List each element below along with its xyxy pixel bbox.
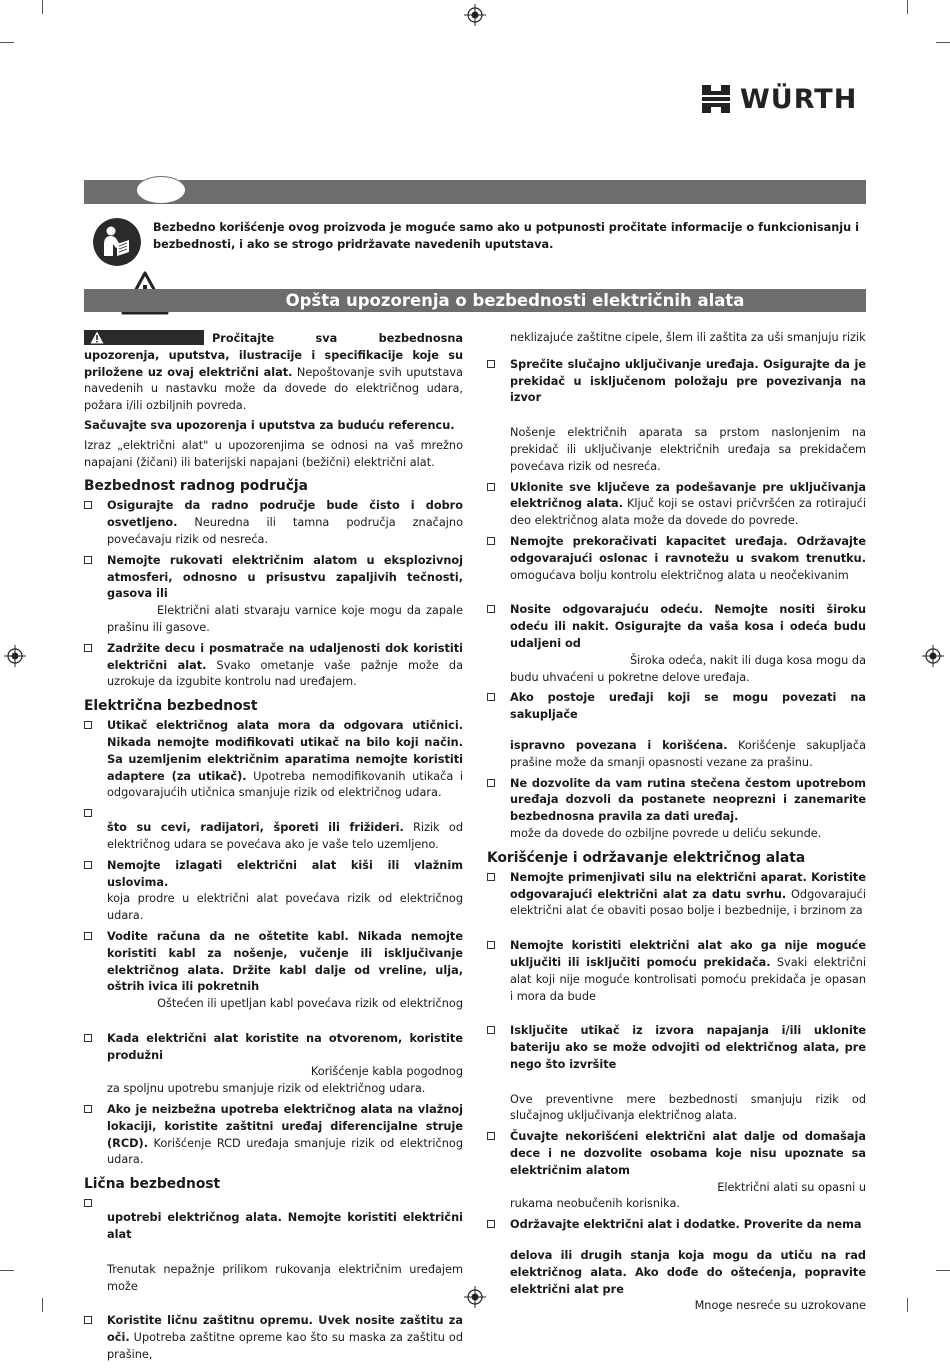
checkbox-bullet-icon xyxy=(487,483,495,491)
list-item xyxy=(84,1313,463,1363)
item-text: Rizik od električnog udara se povećava ako je vaše telo uzemljeno. xyxy=(107,821,463,851)
item-text: budu uhvaćeni u pokretne delove uređaja. xyxy=(510,670,750,684)
item-text: Široka odeća, nakit ili duga kosa mogu da xyxy=(629,653,866,667)
save-note: Sačuvajte sva upozorenja i uputstva za buduću referencu. xyxy=(84,418,455,432)
registration-mark-icon xyxy=(464,4,486,26)
language-badge xyxy=(136,176,186,204)
checkbox-bullet-icon xyxy=(487,537,495,545)
checkbox-bullet-icon xyxy=(487,605,495,613)
list-item xyxy=(487,1217,866,1315)
checkbox-bullet-icon xyxy=(84,1105,92,1113)
item-text: Korišćenje sakupljača prašine može da smanji opasnosti vezane za prašinu. xyxy=(510,738,866,769)
crop-mark xyxy=(936,1270,950,1271)
list-item xyxy=(84,929,463,1027)
wurth-logo xyxy=(700,82,866,116)
item-text: Oštećen ili upetljan kabl povećava rizik od električnog xyxy=(157,997,463,1011)
item-bold: Kada električni alat koristite na otvorenom, koristite produžni xyxy=(107,1031,463,1062)
item-text: Ključ koji se ostavi pričvršćen za rotirajući deo električnog alata može da dovede do povrede. xyxy=(510,497,866,528)
registration-mark-icon xyxy=(4,645,26,667)
read-manual-icon xyxy=(93,218,141,266)
list-item xyxy=(84,641,463,691)
item-text: koja prodre u električni alat povećava rizik od električnog udara. xyxy=(107,892,463,923)
item-bold: Ako je neizbežna upotreba električnog alata na vlažnoj lokaciji, koristite zaštitni uređaj diferencijalne struje (RCD). xyxy=(107,1103,463,1150)
heading-electrical: Električna bezbednost xyxy=(84,698,258,715)
list-item xyxy=(84,1196,463,1309)
crop-mark xyxy=(42,0,43,14)
warning-text: Nepoštovanje svih uputstava navedenih u nastavku može da dovede do električnog udara, požara i/ili ozbiljnih povreda. xyxy=(84,365,463,413)
checkbox-bullet-icon xyxy=(84,1199,92,1207)
heading-personal: Lična bezbednost xyxy=(84,1176,221,1193)
item-bold: Nemojte rukovati električnim alatom u eksplozivnoj atmosferi, odnosno u prisustvu zapaljivih tečnosti, gasova ili xyxy=(107,553,463,601)
list-item xyxy=(487,776,866,843)
checkbox-bullet-icon xyxy=(487,1220,495,1228)
item-bold: Nemojte primenjivati silu na električni aparat. Koristite odgovarajući električni alat za datu svrhu. xyxy=(510,870,866,901)
section-title: Opšta upozorenja o bezbednosti električnih alata xyxy=(285,291,745,310)
list-item xyxy=(84,553,463,637)
checkbox-bullet-icon xyxy=(487,1132,495,1140)
crop-mark xyxy=(0,42,14,43)
item-bold: Osigurajte da radno područje bude čisto i dobro osvetljeno. xyxy=(107,499,463,530)
item-bold: Nemojte izlagati električni alat kiši ili vlažnim uslovima. xyxy=(107,858,463,889)
warning-paragraph xyxy=(84,330,463,415)
list-item xyxy=(84,498,463,548)
item-text: Električni alati su opasni u xyxy=(717,1180,866,1194)
item-text: Nošenje električnih aparata sa prstom naslonjenim na prekidač ili uključivanje električnih uređaja sa prekidačem povećava rizik od nesreća. xyxy=(510,426,866,473)
checkbox-bullet-icon xyxy=(84,861,92,869)
item-text: Neuredna ili tamna područja značajno povećavaju rizik od nesreća. xyxy=(107,516,463,546)
checkbox-bullet-icon xyxy=(84,1316,92,1324)
list-item xyxy=(84,718,463,802)
continued-text: neklizajuće zaštitne cipele, šlem ili zaštita za uši smanjuju rizik xyxy=(510,331,866,344)
item-bold: Utikač električnog alata mora da odgovara utičnici. Nikada nemojte modifikovati utikač na bilo koji način. Sa uzemljenim električnim aparatima nemojte koristiti adaptere (za utikač). xyxy=(107,719,463,783)
item-text: omogućava bolju kontrolu električnog alata u neočekivanim xyxy=(510,568,849,582)
crop-mark xyxy=(0,1270,14,1271)
right-column xyxy=(487,330,866,1319)
warning-small-icon xyxy=(90,331,104,344)
language-bar xyxy=(84,180,866,204)
list-item xyxy=(487,1129,866,1213)
list-item xyxy=(487,1023,866,1125)
item-text: Upotreba nemodifikovanih utikača i odgovarajućih utičnica smanjuje rizik od električnog udara. xyxy=(107,769,464,800)
list-item xyxy=(487,938,866,1019)
logo-text: WÜRTH xyxy=(740,83,858,115)
term-note: Izraz „električni alat" u upozorenjima se odnosi na vaš mrežno napajani (žičani) ili baterijski napajani (bežični) električni alat. xyxy=(84,438,463,469)
list-item xyxy=(84,806,463,854)
intro-text: Bezbedno korišćenje ovog proizvoda je moguće samo ako u potpunosti pročitate informacije o funkcionisanju i bezbednosti, i ako se strogo pridržavate navedenih uputstava. xyxy=(153,221,859,251)
item-bold: Vodite računa da ne oštetite kabl. Nikada nemojte koristiti kabl za nošenje, vučenje ili isključivanje električnog alata. Držite kabl dalje od vreline, ulja, oštrih ivica ili pokretnih xyxy=(107,929,463,994)
list-item xyxy=(487,534,866,598)
item-text: Svaki električni alat koji nije moguće kontrolisati pomoću prekidača je opasan i mora da bude xyxy=(510,955,866,1003)
checkbox-bullet-icon xyxy=(487,693,495,701)
list-item xyxy=(487,690,866,771)
heading-use-maintenance: Korišćenje i održavanje električnog alata xyxy=(487,849,806,866)
item-bold: Koristite ličnu zaštitnu opremu. Uvek nosite zaštitu za oči. xyxy=(107,1314,463,1345)
item-text: Korišćenje kabla pogodnog xyxy=(310,1065,463,1079)
item-bold: upotrebi električnog alata. Nemojte koristiti električni alat xyxy=(107,1211,463,1242)
checkbox-bullet-icon xyxy=(487,873,495,881)
checkbox-bullet-icon xyxy=(84,809,92,817)
item-bold: Nemojte prekoračivati kapacitet uređaja. Održavajte odgovarajući oslonac i ravnotežu u svakom trenutku. xyxy=(510,534,866,565)
list-item xyxy=(487,870,866,934)
checkbox-bullet-icon xyxy=(84,1034,92,1042)
item-bold: Ne dozvolite da vam rutina stečena čestom upotrebom uređaja dozvoli da postanete neoprezni i zanemarite bezbednosna pravila za dati uređaj. xyxy=(510,776,866,824)
list-item xyxy=(487,357,866,476)
item-bold: Održavajte električni alat i dodatke. Proverite da nema xyxy=(510,1218,862,1232)
checkbox-bullet-icon xyxy=(84,644,92,652)
checkbox-bullet-icon xyxy=(84,721,92,729)
item-text: Korišćenje RCD uređaja smanjuje rizik od električnog udara. xyxy=(107,1136,463,1167)
checkbox-bullet-icon xyxy=(487,941,495,949)
item-text: Odgovarajući električni alat će obaviti posao bolje i bezbednije, i brzinom za xyxy=(510,887,867,918)
list-item xyxy=(487,602,866,686)
checkbox-bullet-icon xyxy=(487,1026,495,1034)
item-text: može da dovede do ozbiljne povrede u deliću sekunde. xyxy=(510,826,822,840)
warning-bold-text: Pročitajte sva bezbednosna upozorenja, uputstva, ilustracije i specifikacije koje su priložene uz ovaj električni alat. xyxy=(84,332,463,379)
checkbox-bullet-icon xyxy=(84,556,92,564)
checkbox-bullet-icon xyxy=(84,932,92,940)
wurth-logo-icon xyxy=(700,83,732,115)
item-bold: Čuvajte nekorišćeni električni alat dalje od domašaja dece i ne dozvolite osobama koje nisu upoznate sa električnim alatom xyxy=(510,1130,866,1177)
item-text: Svako ometanje vaše pažnje može da uzrokuje da izgubite kontrolu nad uređajem. xyxy=(107,658,463,689)
crop-mark xyxy=(936,42,950,43)
item-text: Električni alati stvaraju varnice koje mogu da zapale prašinu ili gasove. xyxy=(107,604,463,634)
item-bold: Uklonite sve ključeve za podešavanje pre uključivanja električnog alata. xyxy=(510,480,866,511)
item-bold: Isključite utikač iz izvora napajanja i/ili uklonite bateriju ako se može odvojiti od električnog alata, pre nego što izvršite xyxy=(510,1024,866,1071)
crop-mark xyxy=(907,1298,908,1312)
left-column xyxy=(84,330,463,1368)
crop-mark xyxy=(42,1298,43,1312)
item-bold: ispravno povezana i korišćena. xyxy=(510,738,728,752)
item-bold: Ako postoje uređaji koji se mogu povezati na sakupljače xyxy=(510,691,866,722)
list-item xyxy=(84,1102,463,1169)
item-bold: Nemojte koristiti električni alat ako ga nije moguće uključiti ili isključiti pomoću prekidača. xyxy=(510,939,866,969)
item-text: Trenutak nepažnje prilikom rukovanja električnim uređajem može xyxy=(107,1262,463,1293)
item-bold: Zadržite decu i posmatrače na udaljenosti dok koristiti električni alat. xyxy=(107,641,463,672)
checkbox-bullet-icon xyxy=(84,501,92,509)
item-bold: delova ili drugih stanja koja mogu da utiču na rad električnog alata. Ako dođe do oštećenja, popravite električni alat pre xyxy=(510,1249,866,1296)
list-item xyxy=(84,1031,463,1098)
registration-mark-icon xyxy=(922,645,944,667)
list-item xyxy=(84,858,463,925)
item-text: Upotreba zaštitne opreme kao što su maska za zaštitu od prašine, xyxy=(107,1331,463,1362)
item-bold: što su cevi, radijatori, šporeti ili frižideri. xyxy=(107,821,404,835)
item-text: rukama neobučenih korisnika. xyxy=(510,1197,681,1211)
item-text: za spoljnu upotrebu smanjuje rizik od električnog udara. xyxy=(107,1082,426,1096)
item-bold: Nosite odgovarajuću odeću. Nemojte nositi široku odeću ili nakit. Osigurajte da vaša kosa i odeća budu udaljeni od xyxy=(510,603,866,650)
crop-mark xyxy=(907,0,908,14)
item-text: Mnoge nesreće su uzrokovane xyxy=(694,1299,866,1313)
warning-label xyxy=(84,330,204,345)
item-text: Ove preventivne mere bezbednosti smanjuju rizik od slučajnog uključivanja električnog alata. xyxy=(510,1092,866,1123)
registration-mark-icon xyxy=(464,1286,486,1308)
item-bold: Sprečite slučajno uključivanje uređaja. Osigurajte da je prekidač u isključenom položaju pre povezivanja na izvor xyxy=(510,357,866,405)
heading-work-area: Bezbednost radnog područja xyxy=(84,478,308,495)
checkbox-bullet-icon xyxy=(487,779,495,787)
list-item xyxy=(487,480,866,530)
section-title-bar xyxy=(84,289,866,312)
checkbox-bullet-icon xyxy=(487,360,495,368)
